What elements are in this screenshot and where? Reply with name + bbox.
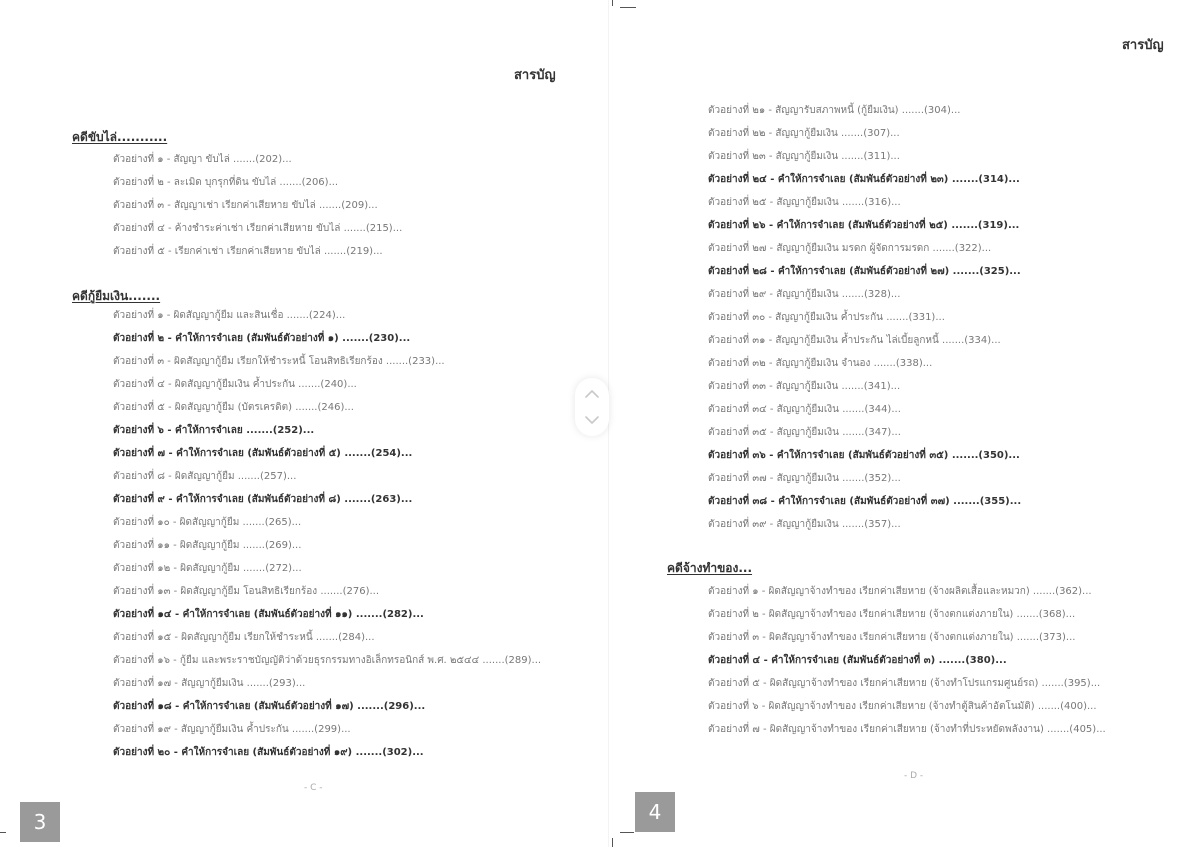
toc-entry: ตัวอย่างที่ ๑ - ผิดสัญญาจ้างทำของ เรียกค่าเสียหาย (จ้างผลิตเสื้อและหมวก) .......(362)...	[708, 586, 1092, 597]
toc-entry: ตัวอย่างที่ ๓๑ - สัญญากู้ยืมเงิน ค้ำประกัน ไล่เบี้ยลูกหนี้ .......(334)...	[708, 335, 1001, 346]
toc-entry: ตัวอย่างที่ ๕ - ผิดสัญญาจ้างทำของ เรียกค่าเสียหาย (จ้างทำโปรแกรมศูนย์รถ) .......(395)...	[708, 678, 1101, 689]
toc-entry: ตัวอย่างที่ ๓๘ - คำให้การจำเลย (สัมพันธ์ตัวอย่างที่ ๓๗) .......(355)...	[708, 496, 1022, 507]
crop-mark	[612, 838, 613, 847]
toc-entry: ตัวอย่างที่ ๑๔ - คำให้การจำเลย (สัมพันธ์ตัวอย่างที่ ๑๑) .......(282)...	[113, 609, 424, 620]
toc-entry: ตัวอย่างที่ ๓ - ผิดสัญญาจ้างทำของ เรียกค่าเสียหาย (จ้างตกแต่งภายใน) .......(373)...	[708, 632, 1076, 643]
toc-entry: ตัวอย่างที่ ๒๗ - สัญญากู้ยืมเงิน มรดก ผู้จัดการมรดก .......(322)...	[708, 243, 992, 254]
page-thumb-number[interactable]: 3	[20, 802, 60, 842]
toc-entry: ตัวอย่างที่ ๓๙ - สัญญากู้ยืมเงิน .......(357)...	[708, 519, 901, 530]
right-page-title: สารบัญ	[1122, 38, 1164, 53]
toc-entry: ตัวอย่างที่ ๔ - ผิดสัญญากู้ยืมเงิน ค้ำประกัน .......(240)...	[113, 379, 357, 390]
toc-entry: ตัวอย่างที่ ๑ - ผิดสัญญากู้ยืม และสินเชื่อ .......(224)...	[113, 310, 346, 321]
toc-entry: ตัวอย่างที่ ๔ - ค้างชำระค่าเช่า เรียกค่าเสียหาย ขับไล่ .......(215)...	[113, 223, 403, 234]
toc-list-hire-of-work	[708, 580, 1106, 741]
toc-entry: ตัวอย่างที่ ๗ - คำให้การจำเลย (สัมพันธ์ตัวอย่างที่ ๕) .......(254)...	[113, 448, 413, 459]
crop-mark	[620, 832, 634, 833]
toc-entry: ตัวอย่างที่ ๒๑ - สัญญารับสภาพหนี้ (กู้ยืมเงิน) .......(304)...	[708, 105, 961, 116]
toc-entry: ตัวอย่างที่ ๕ - ผิดสัญญากู้ยืม (บัตรเครดิต) .......(246)...	[113, 402, 354, 413]
crop-mark	[0, 832, 6, 833]
toc-entry: ตัวอย่างที่ ๒ - คำให้การจำเลย (สัมพันธ์ตัวอย่างที่ ๑) .......(230)...	[113, 333, 411, 344]
toc-entry: ตัวอย่างที่ ๓๓ - สัญญากู้ยืมเงิน .......(341)...	[708, 381, 901, 392]
page-thumb-number[interactable]: 4	[635, 792, 675, 832]
section-heading-loans: คดีกู้ยืมเงิน.......	[72, 289, 161, 303]
section-heading-eviction: คดีขับไล่...........	[72, 130, 168, 144]
page-navigator	[575, 378, 609, 436]
toc-entry: ตัวอย่างที่ ๑ - สัญญา ขับไล่ .......(202)...	[113, 154, 292, 165]
crop-mark	[620, 7, 636, 8]
section-heading-hire-of-work: คดีจ้างทำของ...	[667, 561, 753, 575]
left-page-title: สารบัญ	[514, 68, 556, 83]
toc-entry: ตัวอย่างที่ ๓๕ - สัญญากู้ยืมเงิน .......(347)...	[708, 427, 901, 438]
toc-entry: ตัวอย่างที่ ๓๐ - สัญญากู้ยืมเงิน ค้ำประกัน .......(331)...	[708, 312, 945, 323]
toc-entry: ตัวอย่างที่ ๒๔ - คำให้การจำเลย (สัมพันธ์ตัวอย่างที่ ๒๓) .......(314)...	[708, 174, 1020, 185]
toc-entry: ตัวอย่างที่ ๒๒ - สัญญากู้ยืมเงิน .......(307)...	[708, 128, 900, 139]
toc-entry: ตัวอย่างที่ ๑๑ - ผิดสัญญากู้ยืม .......(269)...	[113, 540, 302, 551]
toc-entry: ตัวอย่างที่ ๒ - ผิดสัญญาจ้างทำของ เรียกค่าเสียหาย (จ้างตกแต่งภายใน) .......(368)...	[708, 609, 1076, 620]
toc-entry: ตัวอย่างที่ ๑๖ - กู้ยืม และพระราชบัญญัติว่าด้วยธุรกรรมทางอิเล็กทรอนิกส์ พ.ศ. ๒๕๔๔ .......(289)...	[113, 655, 542, 666]
chevron-up-icon[interactable]	[580, 382, 604, 406]
toc-entry: ตัวอย่างที่ ๓ - ผิดสัญญากู้ยืม เรียกให้ชำระหนี้ โอนสิทธิเรียกร้อง .......(233)...	[113, 356, 445, 367]
toc-list-loans-continued	[708, 99, 1021, 536]
toc-entry: ตัวอย่างที่ ๑๒ - ผิดสัญญากู้ยืม .......(272)...	[113, 563, 302, 574]
toc-entry: ตัวอย่างที่ ๘ - ผิดสัญญากู้ยืม .......(257)...	[113, 471, 297, 482]
toc-entry: ตัวอย่างที่ ๑๓ - ผิดสัญญากู้ยืม โอนสิทธิเรียกร้อง .......(276)...	[113, 586, 380, 597]
toc-entry: ตัวอย่างที่ ๑๗ - สัญญากู้ยืมเงิน .......(293)...	[113, 678, 306, 689]
toc-entry: ตัวอย่างที่ ๑๕ - ผิดสัญญากู้ยืม เรียกให้ชำระหนี้ .......(284)...	[113, 632, 375, 643]
toc-entry: ตัวอย่างที่ ๓๔ - สัญญากู้ยืมเงิน .......(344)...	[708, 404, 901, 415]
toc-entry: ตัวอย่างที่ ๒๓ - สัญญากู้ยืมเงิน .......(311)...	[708, 151, 900, 162]
toc-entry: ตัวอย่างที่ ๔ - คำให้การจำเลย (สัมพันธ์ตัวอย่างที่ ๓) .......(380)...	[708, 655, 1007, 666]
toc-list-loans	[113, 304, 541, 764]
toc-entry: ตัวอย่างที่ ๑๐ - ผิดสัญญากู้ยืม .......(265)...	[113, 517, 302, 528]
toc-entry: ตัวอย่างที่ ๒๐ - คำให้การจำเลย (สัมพันธ์ตัวอย่างที่ ๑๙) .......(302)...	[113, 747, 424, 758]
crop-mark	[612, 0, 613, 6]
toc-list-eviction	[113, 148, 402, 263]
toc-entry: ตัวอย่างที่ ๓๒ - สัญญากู้ยืมเงิน จำนอง .......(338)...	[708, 358, 933, 369]
toc-entry: ตัวอย่างที่ ๓๗ - สัญญากู้ยืมเงิน .......(352)...	[708, 473, 901, 484]
chevron-down-icon[interactable]	[580, 408, 604, 432]
toc-entry: ตัวอย่างที่ ๙ - คำให้การจำเลย (สัมพันธ์ตัวอย่างที่ ๘) .......(263)...	[113, 494, 413, 505]
toc-entry: ตัวอย่างที่ ๒๘ - คำให้การจำเลย (สัมพันธ์ตัวอย่างที่ ๒๗) .......(325)...	[708, 266, 1021, 277]
toc-entry: ตัวอย่างที่ ๕ - เรียกค่าเช่า เรียกค่าเสียหาย ขับไล่ .......(219)...	[113, 246, 383, 257]
toc-entry: ตัวอย่างที่ ๒ - ละเมิด บุกรุกที่ดิน ขับไล่ .......(206)...	[113, 177, 339, 188]
toc-entry: ตัวอย่างที่ ๗ - ผิดสัญญาจ้างทำของ เรียกค่าเสียหาย (จ้างทำที่ประหยัดพลังงาน) .......(405)...	[708, 724, 1106, 735]
toc-entry: ตัวอย่างที่ ๒๙ - สัญญากู้ยืมเงิน .......(328)...	[708, 289, 901, 300]
toc-entry: ตัวอย่างที่ ๒๕ - สัญญากู้ยืมเงิน .......(316)...	[708, 197, 901, 208]
right-page-folio: - D -	[904, 771, 924, 781]
left-page-folio: - C -	[304, 783, 323, 793]
right-page	[612, 0, 1200, 847]
toc-entry: ตัวอย่างที่ ๑๘ - คำให้การจำเลย (สัมพันธ์ตัวอย่างที่ ๑๗) .......(296)...	[113, 701, 426, 712]
toc-entry: ตัวอย่างที่ ๑๙ - สัญญากู้ยืมเงิน ค้ำประกัน .......(299)...	[113, 724, 351, 735]
toc-entry: ตัวอย่างที่ ๓ - สัญญาเช่า เรียกค่าเสียหาย ขับไล่ .......(209)...	[113, 200, 378, 211]
toc-entry: ตัวอย่างที่ ๓๖ - คำให้การจำเลย (สัมพันธ์ตัวอย่างที่ ๓๕) .......(350)...	[708, 450, 1020, 461]
toc-entry: ตัวอย่างที่ ๖ - คำให้การจำเลย .......(252)...	[113, 425, 315, 436]
toc-entry: ตัวอย่างที่ ๖ - ผิดสัญญาจ้างทำของ เรียกค่าเสียหาย (จ้างทำตู้สินค้าอัตโนมัติ) .......(400)...	[708, 701, 1097, 712]
toc-entry: ตัวอย่างที่ ๒๖ - คำให้การจำเลย (สัมพันธ์ตัวอย่างที่ ๒๕) .......(319)...	[708, 220, 1020, 231]
